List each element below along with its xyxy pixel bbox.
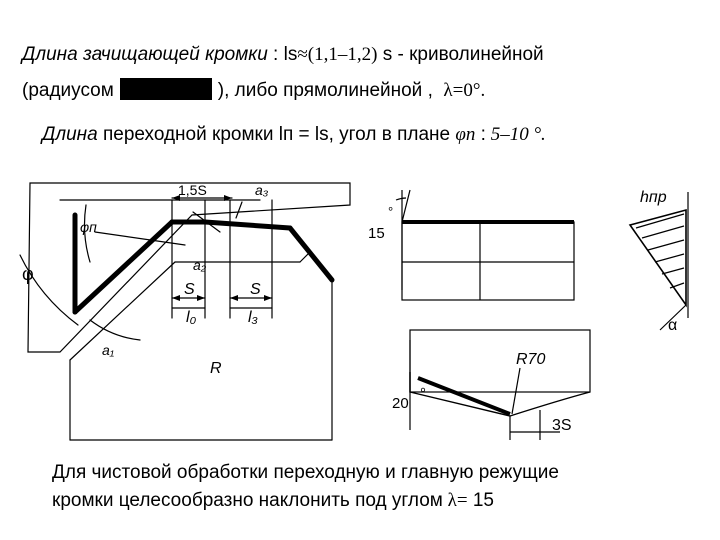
- angle-15-arc: [396, 198, 406, 200]
- footer-line-1: Для чистовой обработки переходную и главную режущие: [52, 462, 559, 483]
- angle-leader-a3: [236, 202, 242, 218]
- bottom-thick-edge: [418, 378, 510, 414]
- top-view-rect: [402, 222, 574, 300]
- hatch-3: [648, 240, 684, 250]
- footer-value: 15: [467, 490, 494, 511]
- footer-line-2: [52, 490, 494, 512]
- label-1-5s: 1,5S: [178, 182, 207, 198]
- header-line2-end: ), либо прямолинейной ,: [217, 80, 433, 101]
- label-a2: a₂: [193, 257, 207, 273]
- header-colon: :: [475, 124, 486, 145]
- header-angle-range: 5–10 °.: [485, 124, 546, 145]
- top-view-ref-diag: [402, 190, 410, 222]
- label-l3: l₃: [248, 309, 258, 326]
- header-phi-n: φп: [455, 124, 476, 145]
- label-deg-15: °: [388, 204, 394, 219]
- label-3s: 3S: [552, 417, 572, 434]
- hatch-5: [662, 268, 684, 274]
- label-15: 15: [368, 225, 385, 242]
- trailing-edge: [290, 228, 332, 280]
- label-l0: l₀: [186, 309, 197, 326]
- label-s-left: S: [184, 281, 195, 298]
- footer-lambda: λ=: [442, 490, 468, 511]
- r70-leader: [512, 368, 520, 414]
- header-italic-term-2: Длина: [42, 124, 98, 145]
- header-italic-term-1: Длина зачищающей кромки: [22, 44, 268, 65]
- insert-diagonal-back: [70, 262, 175, 360]
- hatch-2: [642, 226, 684, 238]
- arrow-6: [264, 295, 272, 301]
- footer-line2-start: кромки целесообразно наклонить под углом: [52, 490, 443, 511]
- label-r70: R70: [516, 351, 546, 368]
- bottom-view-rect: [410, 330, 590, 392]
- header-line2-start: (радиусом: [22, 80, 114, 101]
- arrow-4: [197, 295, 205, 301]
- header-ls-label: : ls: [267, 44, 298, 65]
- main-cutting-edge: [75, 222, 172, 312]
- header-formula-1: ≈(1,1–1,2): [297, 44, 378, 65]
- label-alpha: α: [668, 317, 678, 334]
- label-a3: a₃: [255, 182, 269, 198]
- label-deg-20: °: [420, 385, 426, 402]
- a1-arc: [90, 320, 140, 340]
- label-20: 20: [392, 395, 409, 412]
- hatch-4: [655, 254, 684, 262]
- label-phi-n: φп: [80, 219, 97, 235]
- wiper-edge: [205, 222, 290, 228]
- header-line1-tail: s - криволинейной: [377, 44, 544, 65]
- label-r: R: [210, 360, 222, 377]
- label-h-pr: hпр: [640, 189, 667, 206]
- arrow-5: [230, 295, 238, 301]
- label-phi: φ: [22, 264, 34, 284]
- label-s-right: S: [250, 281, 261, 298]
- profile-outline: [630, 210, 686, 305]
- header-line3-mid: переходной кромки lп = ls, угол в плане: [97, 124, 451, 145]
- header-formula-2: λ=0°.: [443, 80, 486, 101]
- arrow-3: [172, 295, 180, 301]
- label-a1: a₁: [102, 342, 115, 358]
- insert-upper-right: [300, 252, 310, 262]
